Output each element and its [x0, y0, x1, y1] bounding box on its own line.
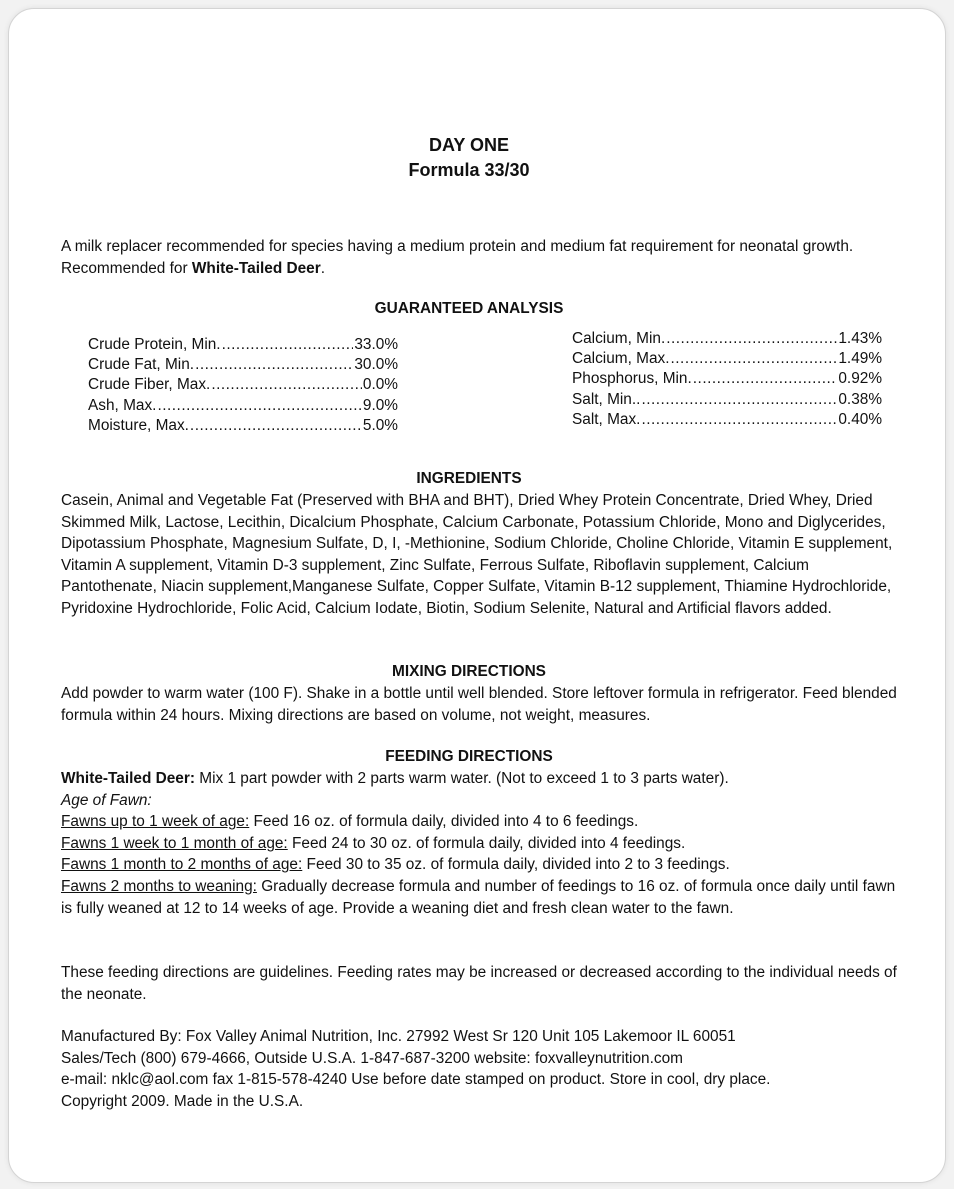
analysis-row: [572, 329, 882, 349]
analysis-row: [572, 369, 882, 389]
product-title: DAY ONE: [428, 135, 510, 155]
analysis-value: 1.49%: [838, 350, 882, 368]
analysis-label: Crude Fiber, Max.: [88, 376, 211, 394]
feeding-stage: [61, 811, 901, 833]
intro-text: A milk replacer recommended for species having a medium protein and medium fat requirement for neonatal growth. Recommended for: [61, 238, 854, 277]
analysis-label: Crude Protein, Min.: [88, 336, 221, 353]
analysis-left-column: [88, 335, 398, 436]
stage-text: Feed 24 to 30 oz. of formula daily, divided into 4 feedings.: [287, 834, 686, 852]
analysis-label: Phosphorus, Min.: [572, 370, 692, 388]
stage-age: Fawns 1 month to 2 months of age:: [61, 856, 303, 874]
leader-dots: [693, 369, 838, 389]
feeding-guideline: These feeding directions are guidelines. Feeding rates may be increased or decreased according to the individual needs of the neonate.: [61, 964, 897, 1003]
manufacturer-line: Manufactured By: Fox Valley Animal Nutrition, Inc. 27992 West Sr 120 Unit 105 Lakemoor IL 60051: [61, 1028, 736, 1045]
feeding-stage: [61, 876, 901, 919]
contact-line: e-mail: nklc@aol.com fax 1-815-578-4240 Use before date stamped on product. Store in cool, dry place.: [61, 1071, 771, 1089]
analysis-label: Moisture, Max.: [88, 416, 189, 434]
analysis-value: 0.38%: [838, 390, 882, 408]
formula-subtitle: Formula 33/30: [408, 160, 530, 180]
leader-dots: [641, 390, 837, 410]
guaranteed-analysis-heading: GUARANTEED ANALYSIS: [374, 300, 564, 317]
analysis-label: Calcium, Min.: [572, 330, 666, 347]
analysis-value: 1.43%: [838, 330, 882, 347]
analysis-value: 9.0%: [362, 396, 398, 414]
ingredients-heading: INGREDIENTS: [416, 470, 522, 487]
analysis-label: Salt, Min..: [572, 390, 641, 408]
analysis-label: Ash, Max.: [88, 396, 157, 414]
analysis-value: 33.0%: [354, 336, 398, 353]
analysis-row: [88, 375, 398, 395]
feeding-heading: FEEDING DIRECTIONS: [385, 748, 553, 765]
analysis-row: [572, 349, 882, 369]
analysis-label: Crude Fat, Min.: [88, 356, 195, 374]
analysis-value: 30.0%: [354, 356, 398, 374]
species-label: White-Tailed Deer:: [61, 770, 195, 787]
intro-end: .: [320, 259, 326, 277]
leader-dots: [190, 416, 362, 436]
label-card: [8, 8, 946, 1183]
leader-dots: [157, 396, 361, 416]
intro-species: White-Tailed Deer: [191, 259, 321, 277]
copyright-line: Copyright 2009. Made in the U.S.A.: [61, 1092, 304, 1110]
analysis-label: Calcium, Max.: [572, 350, 670, 368]
analysis-row: [88, 416, 398, 436]
leader-dots: [211, 375, 362, 395]
mixing-heading: MIXING DIRECTIONS: [392, 663, 546, 680]
analysis-row: [88, 335, 398, 355]
leader-dots: [641, 410, 837, 430]
analysis-row: [572, 390, 882, 410]
leader-dots: [195, 355, 353, 375]
stage-age: Fawns 2 months to weaning:: [61, 877, 257, 895]
leader-dots: [222, 335, 354, 355]
feeding-directions: [61, 768, 901, 919]
analysis-value: 0.0%: [362, 376, 398, 394]
stage-text: Feed 30 to 35 oz. of formula daily, divided into 2 to 3 feedings.: [302, 856, 730, 874]
manufacturer-info: [61, 1026, 901, 1112]
analysis-row: [572, 410, 882, 430]
stage-text: Feed 16 oz. of formula daily, divided into 4 to 6 feedings.: [249, 813, 639, 831]
leader-dots: [671, 349, 838, 369]
analysis-right-column: [572, 329, 882, 430]
stage-age: Fawns 1 week to 1 month of age:: [61, 834, 288, 852]
intro-paragraph: [61, 236, 901, 279]
leader-dots: [666, 329, 837, 349]
sales-line: Sales/Tech (800) 679-4666, Outside U.S.A. 1-847-687-3200 website: foxvalleynutrition.com: [61, 1049, 683, 1067]
analysis-label: Salt, Max.: [572, 410, 641, 428]
species-line: [61, 768, 901, 790]
analysis-row: [88, 355, 398, 375]
ingredients-text: Casein, Animal and Vegetable Fat (Preserved with BHA and BHT), Dried Whey Protein Concentrate, Dried Whey, Dried Skimmed Milk, Lactose, Lecithin, Dicalcium Phosphate, Calcium Carbonate, Potassium Chloride, Mono and Diglycerides, Dipotassium Phosphate, Magnesium Sulfate, D, I, -Methionine, Sodium Chloride, Choline Chloride, Vitamin E supplement, Vitamin A supplement, Vitamin D-3 supplement, Zinc Sulfate, Ferrous Sulfate, Riboflavin supplement, Calcium Pantothenate, Niacin supplement,Manganese Sulfate, Copper Sulfate, Vitamin B-12 supplement, Thiamine Hydrochloride, Pyridoxine Hydrochloride, Folic Acid, Calcium Iodate, Biotin, Sodium Selenite, Natural and Artificial flavors added.: [61, 492, 893, 617]
feeding-stage: [61, 854, 901, 876]
feeding-stage: [61, 833, 901, 855]
analysis-value: 5.0%: [362, 416, 398, 434]
analysis-value: 0.40%: [838, 410, 882, 428]
mixing-text: Add powder to warm water (100 F). Shake in a bottle until well blended. Store leftover formula in refrigerator. Feed blended formula within 24 hours. Mixing directions are based on volume, not weight, measures.: [61, 685, 897, 724]
age-heading: Age of Fawn:: [61, 791, 152, 809]
analysis-value: 0.92%: [838, 370, 882, 388]
analysis-row: [88, 396, 398, 416]
stage-text: Gradually decrease formula and number of feedings to 16 oz. of formula once daily until fawn is fully weaned at 12 to 14 weeks of age. Provide a weaning diet and fresh clean water to the fawn.: [61, 877, 896, 917]
stage-age: Fawns up to 1 week of age:: [61, 813, 250, 831]
species-text: Mix 1 part powder with 2 parts warm water. (Not to exceed 1 to 3 parts water).: [194, 770, 729, 787]
